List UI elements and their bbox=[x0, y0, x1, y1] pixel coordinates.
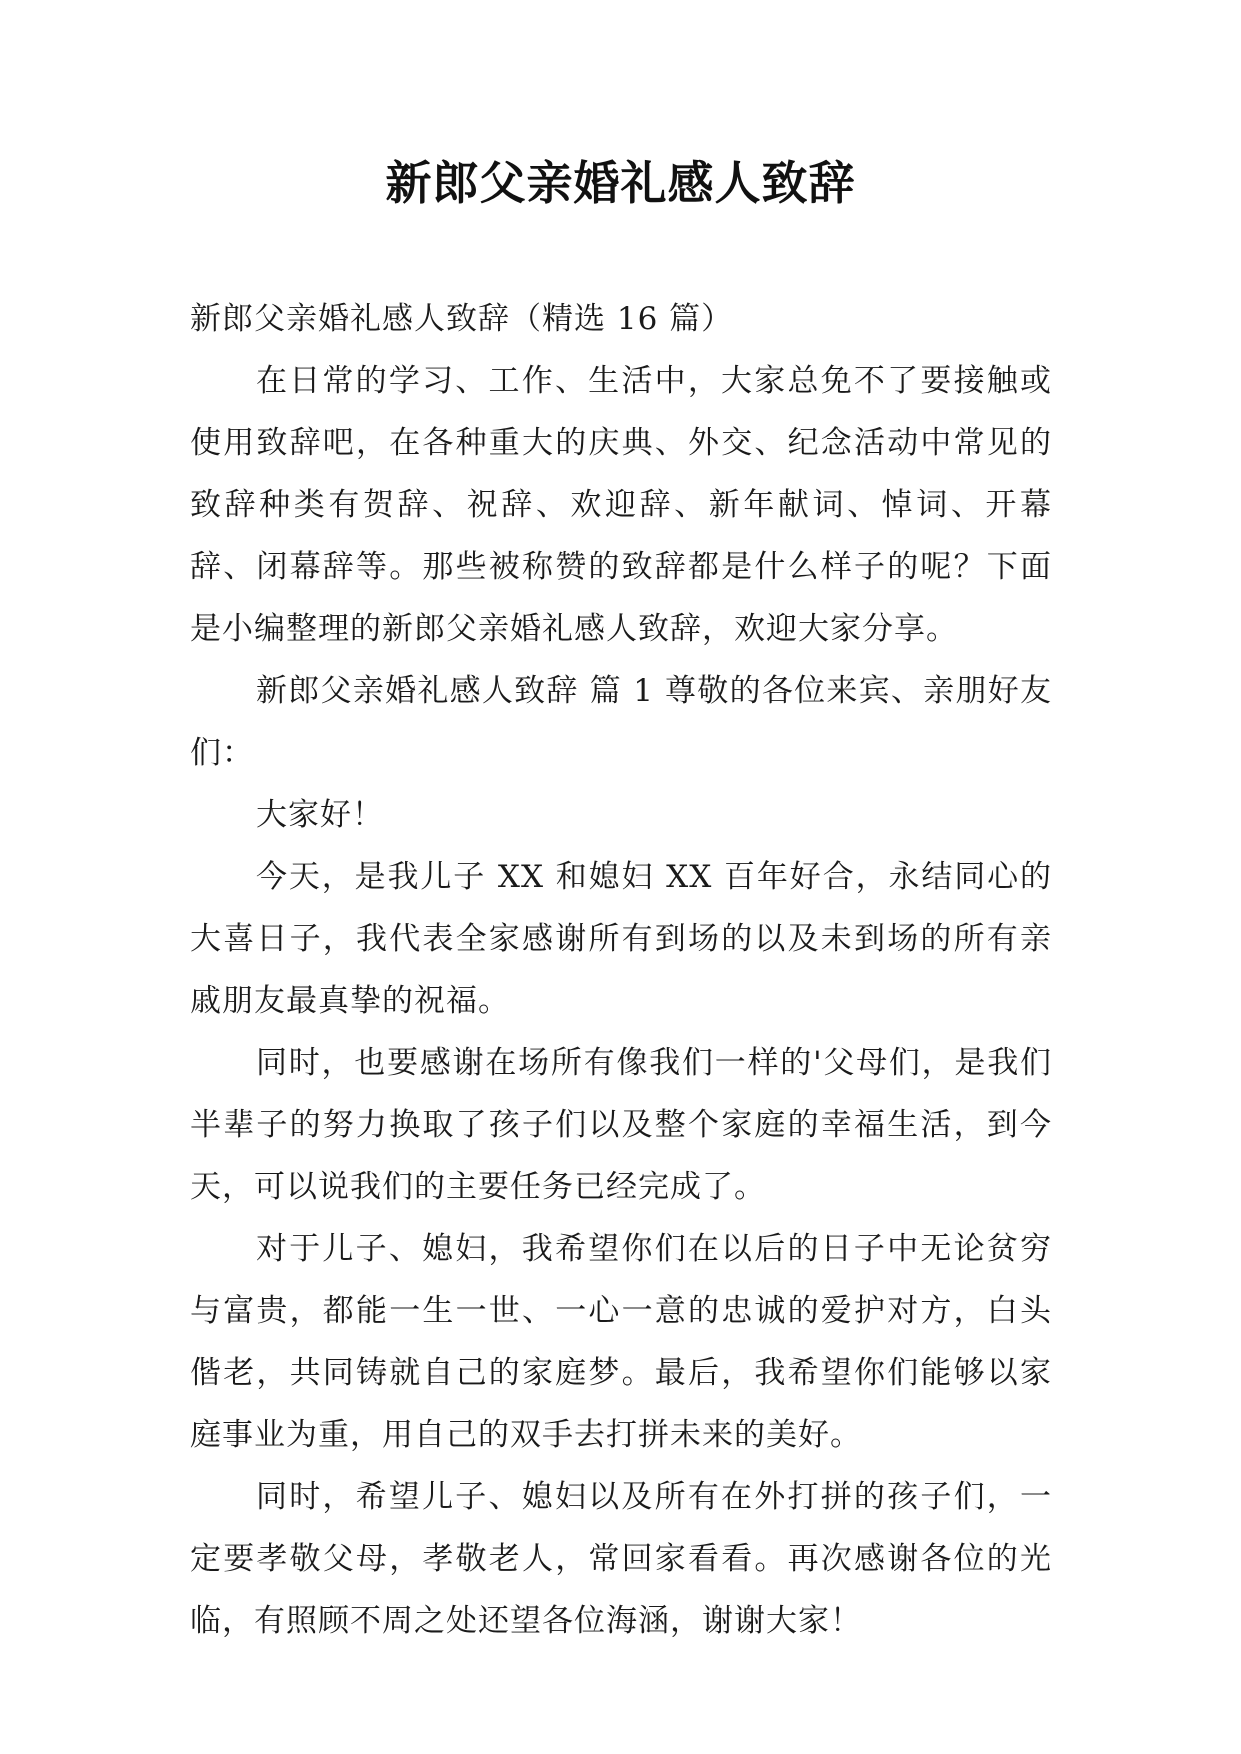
closing-paragraph: 同时，希望儿子、媳妇以及所有在外打拼的孩子们，一定要孝敬父母，孝敬老人，常回家看看。再次感谢各位的光临，有照顾不周之处还望各位海涵，谢谢大家！ bbox=[190, 1479, 1052, 1639]
intro-paragraph: 在日常的学习、工作、生活中，大家总免不了要接触或使用致辞吧，在各种重大的庆典、外交、纪念活动中常见的致辞种类有贺辞、祝辞、欢迎辞、新年献词、悼词、开幕辞、闭幕辞等。那些被称赞的致辞都是什么样子的呢？下面是小编整理的新郎父亲婚礼感人致辞，欢迎大家分享。 bbox=[190, 363, 1052, 647]
body-paragraph: 今天，是我儿子 XX 和媳妇 XX 百年好合，永结同心的大喜日子，我代表全家感谢所有到场的以及未到场的所有亲戚朋友最真挚的祝福。 bbox=[190, 859, 1052, 1019]
body-paragraph: 同时，也要感谢在场所有像我们一样的'父母们，是我们半辈子的努力换取了孩子们以及整个家庭的幸福生活，到今天，可以说我们的主要任务已经完成了。 bbox=[190, 1045, 1052, 1205]
speech-heading-paragraph: 新郎父亲婚礼感人致辞 篇 1 尊敬的各位来宾、亲朋好友们： bbox=[190, 673, 1052, 771]
body-paragraph: 对于儿子、媳妇，我希望你们在以后的日子中无论贫穷与富贵，都能一生一世、一心一意的忠诚的爱护对方，白头偕老，共同铸就自己的家庭梦。最后，我希望你们能够以家庭事业为重，用自己的双手去打拼未来的美好。 bbox=[190, 1231, 1052, 1453]
greeting-paragraph: 大家好！ bbox=[256, 797, 384, 833]
document-body bbox=[190, 288, 1052, 1652]
document-title: 新郎父亲婚礼感人致辞 bbox=[385, 156, 856, 210]
document-subtitle: 新郎父亲婚礼感人致辞（精选 16 篇） bbox=[190, 301, 734, 337]
